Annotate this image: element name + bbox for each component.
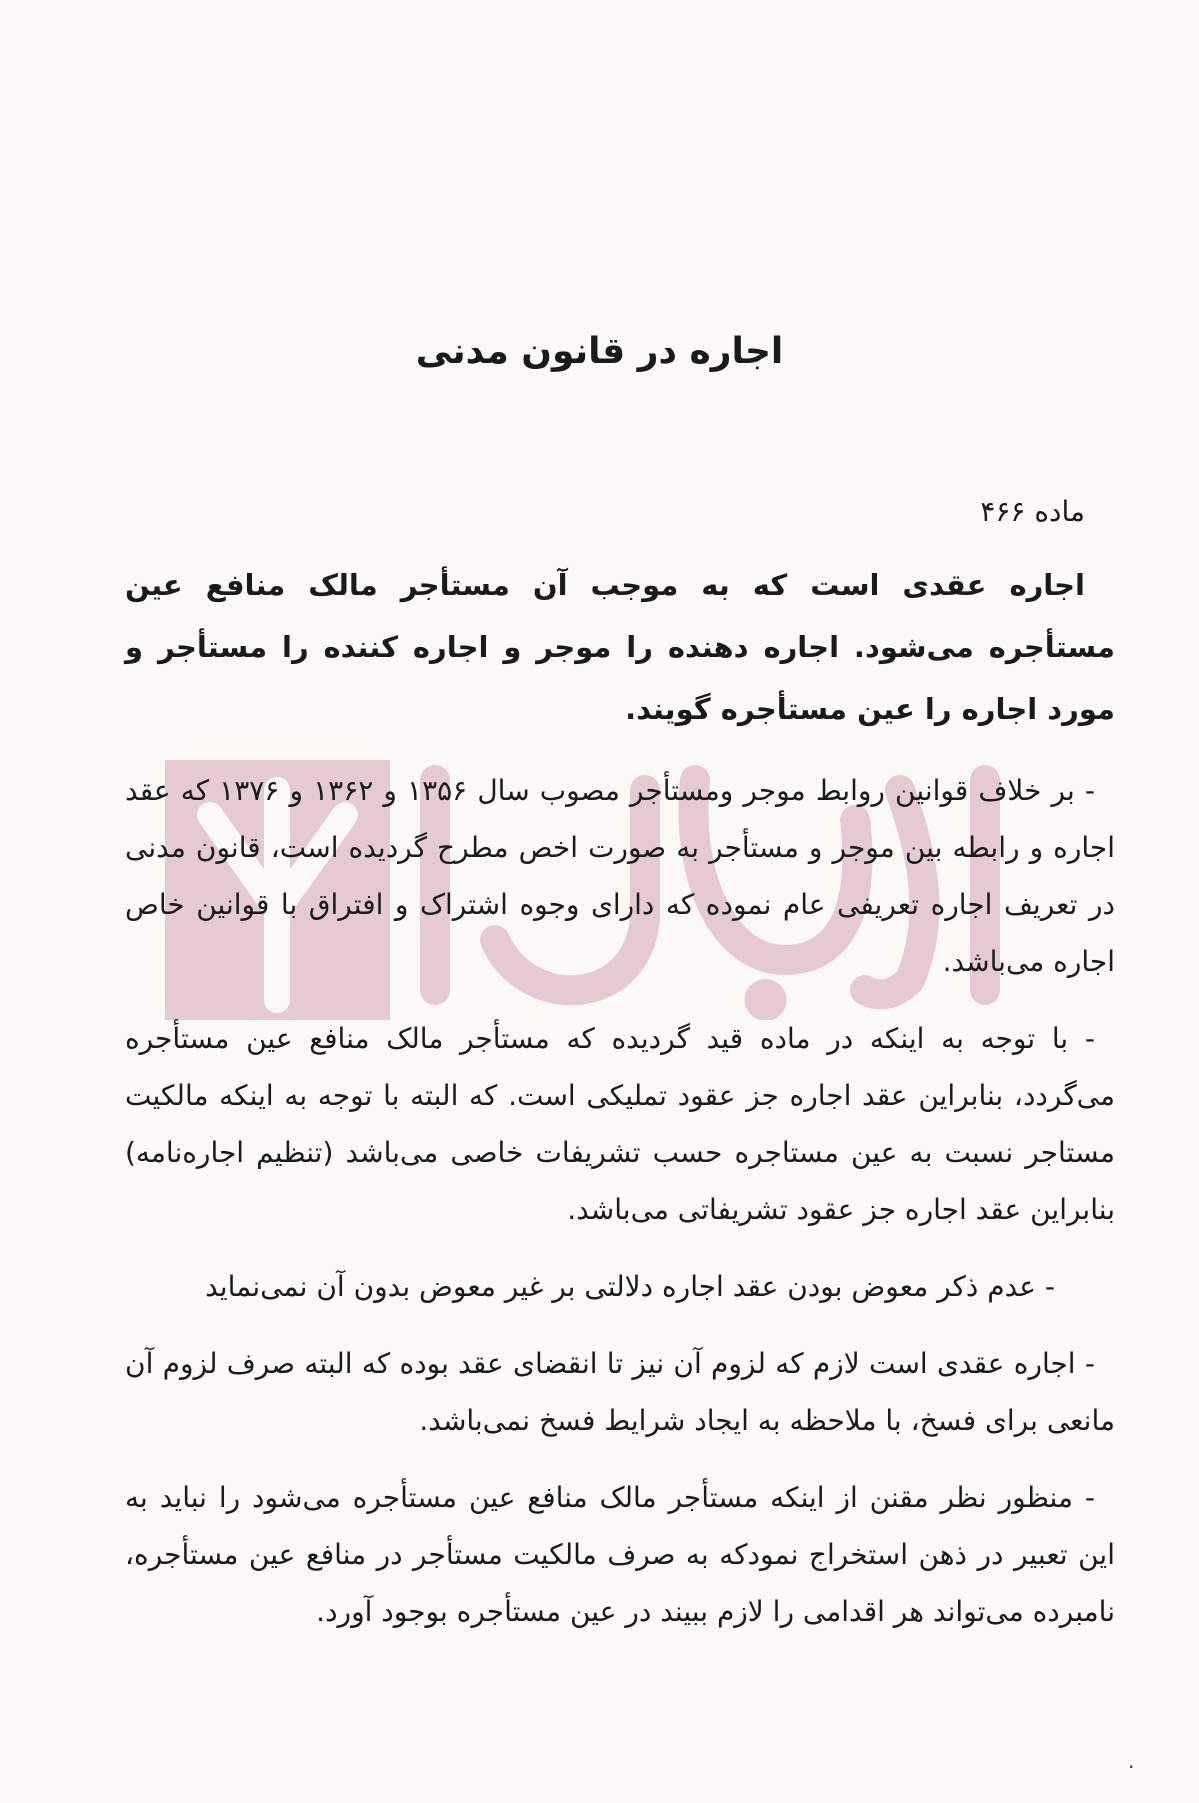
note-paragraph: - عدم ذکر معوض بودن عقد اجاره دلالتی بر غیر معوض بدون آن نمی‌نماید [205,1270,1055,1303]
main-content [125,495,1115,1660]
article-text: اجاره عقدی است که به موجب آن مستأجر مالک منافع عین مستأجره می‌شود. اجاره دهنده را موجر و اجاره کننده را مستأجر و مورد اجاره را عین مستأجره گویند. [125,568,1115,726]
note-paragraph: - منظور نظر مقنن از اینکه مستأجر مالک منافع عین مستأجره می‌شود را نباید به این تعبیر در ذهن استخراج نمودکه به صرف مالکیت مستأجر در منافع عین مستأجره، نامبرده می‌تواند هر اقدامی را لازم ببیند در عین مستأجره بوجود آورد. [125,1481,1115,1628]
note-paragraph: - با توجه به اینکه در ماده قید گردیده که مستأجر مالک منافع عین مستأجره می‌گردد، بنابراین عقد اجاره جز عقود تملیکی است. که البته با توجه به اینکه مالکیت مستاجر نسبت به عین مستاجره حسب تشریفات خاصی می‌باشد (تنظیم اجاره‌نامه) بنابراین عقد اجاره جز عقود تشریفاتی می‌باشد. [125,1022,1115,1226]
scan-speck: · [1128,1755,1135,1779]
article-number: ماده ۴۶۶ [980,495,1085,528]
note-paragraph: - بر خلاف قوانین روابط موجر ومستأجر مصوب سال ۱۳۵۶ و ۱۳۶۲ و ۱۳۷۶ که عقد اجاره و رابطه بین موجر و مستأجر به صورت اخص مطرح گردیده است، قانون مدنی در تعریف اجاره تعریفی عام نموده که دارای وجوه اشتراک و افتراق با قوانین خاص اجاره می‌باشد. [125,774,1115,978]
page-title: اجاره در قانون مدنی [415,331,784,372]
note-paragraph: - اجاره عقدی است لازم که لزوم آن نیز تا انقضای عقد بوده که البته صرف لزوم آن مانعی برای فسخ، با ملاحظه به ایجاد شرایط فسخ نمی‌باشد. [125,1347,1115,1437]
